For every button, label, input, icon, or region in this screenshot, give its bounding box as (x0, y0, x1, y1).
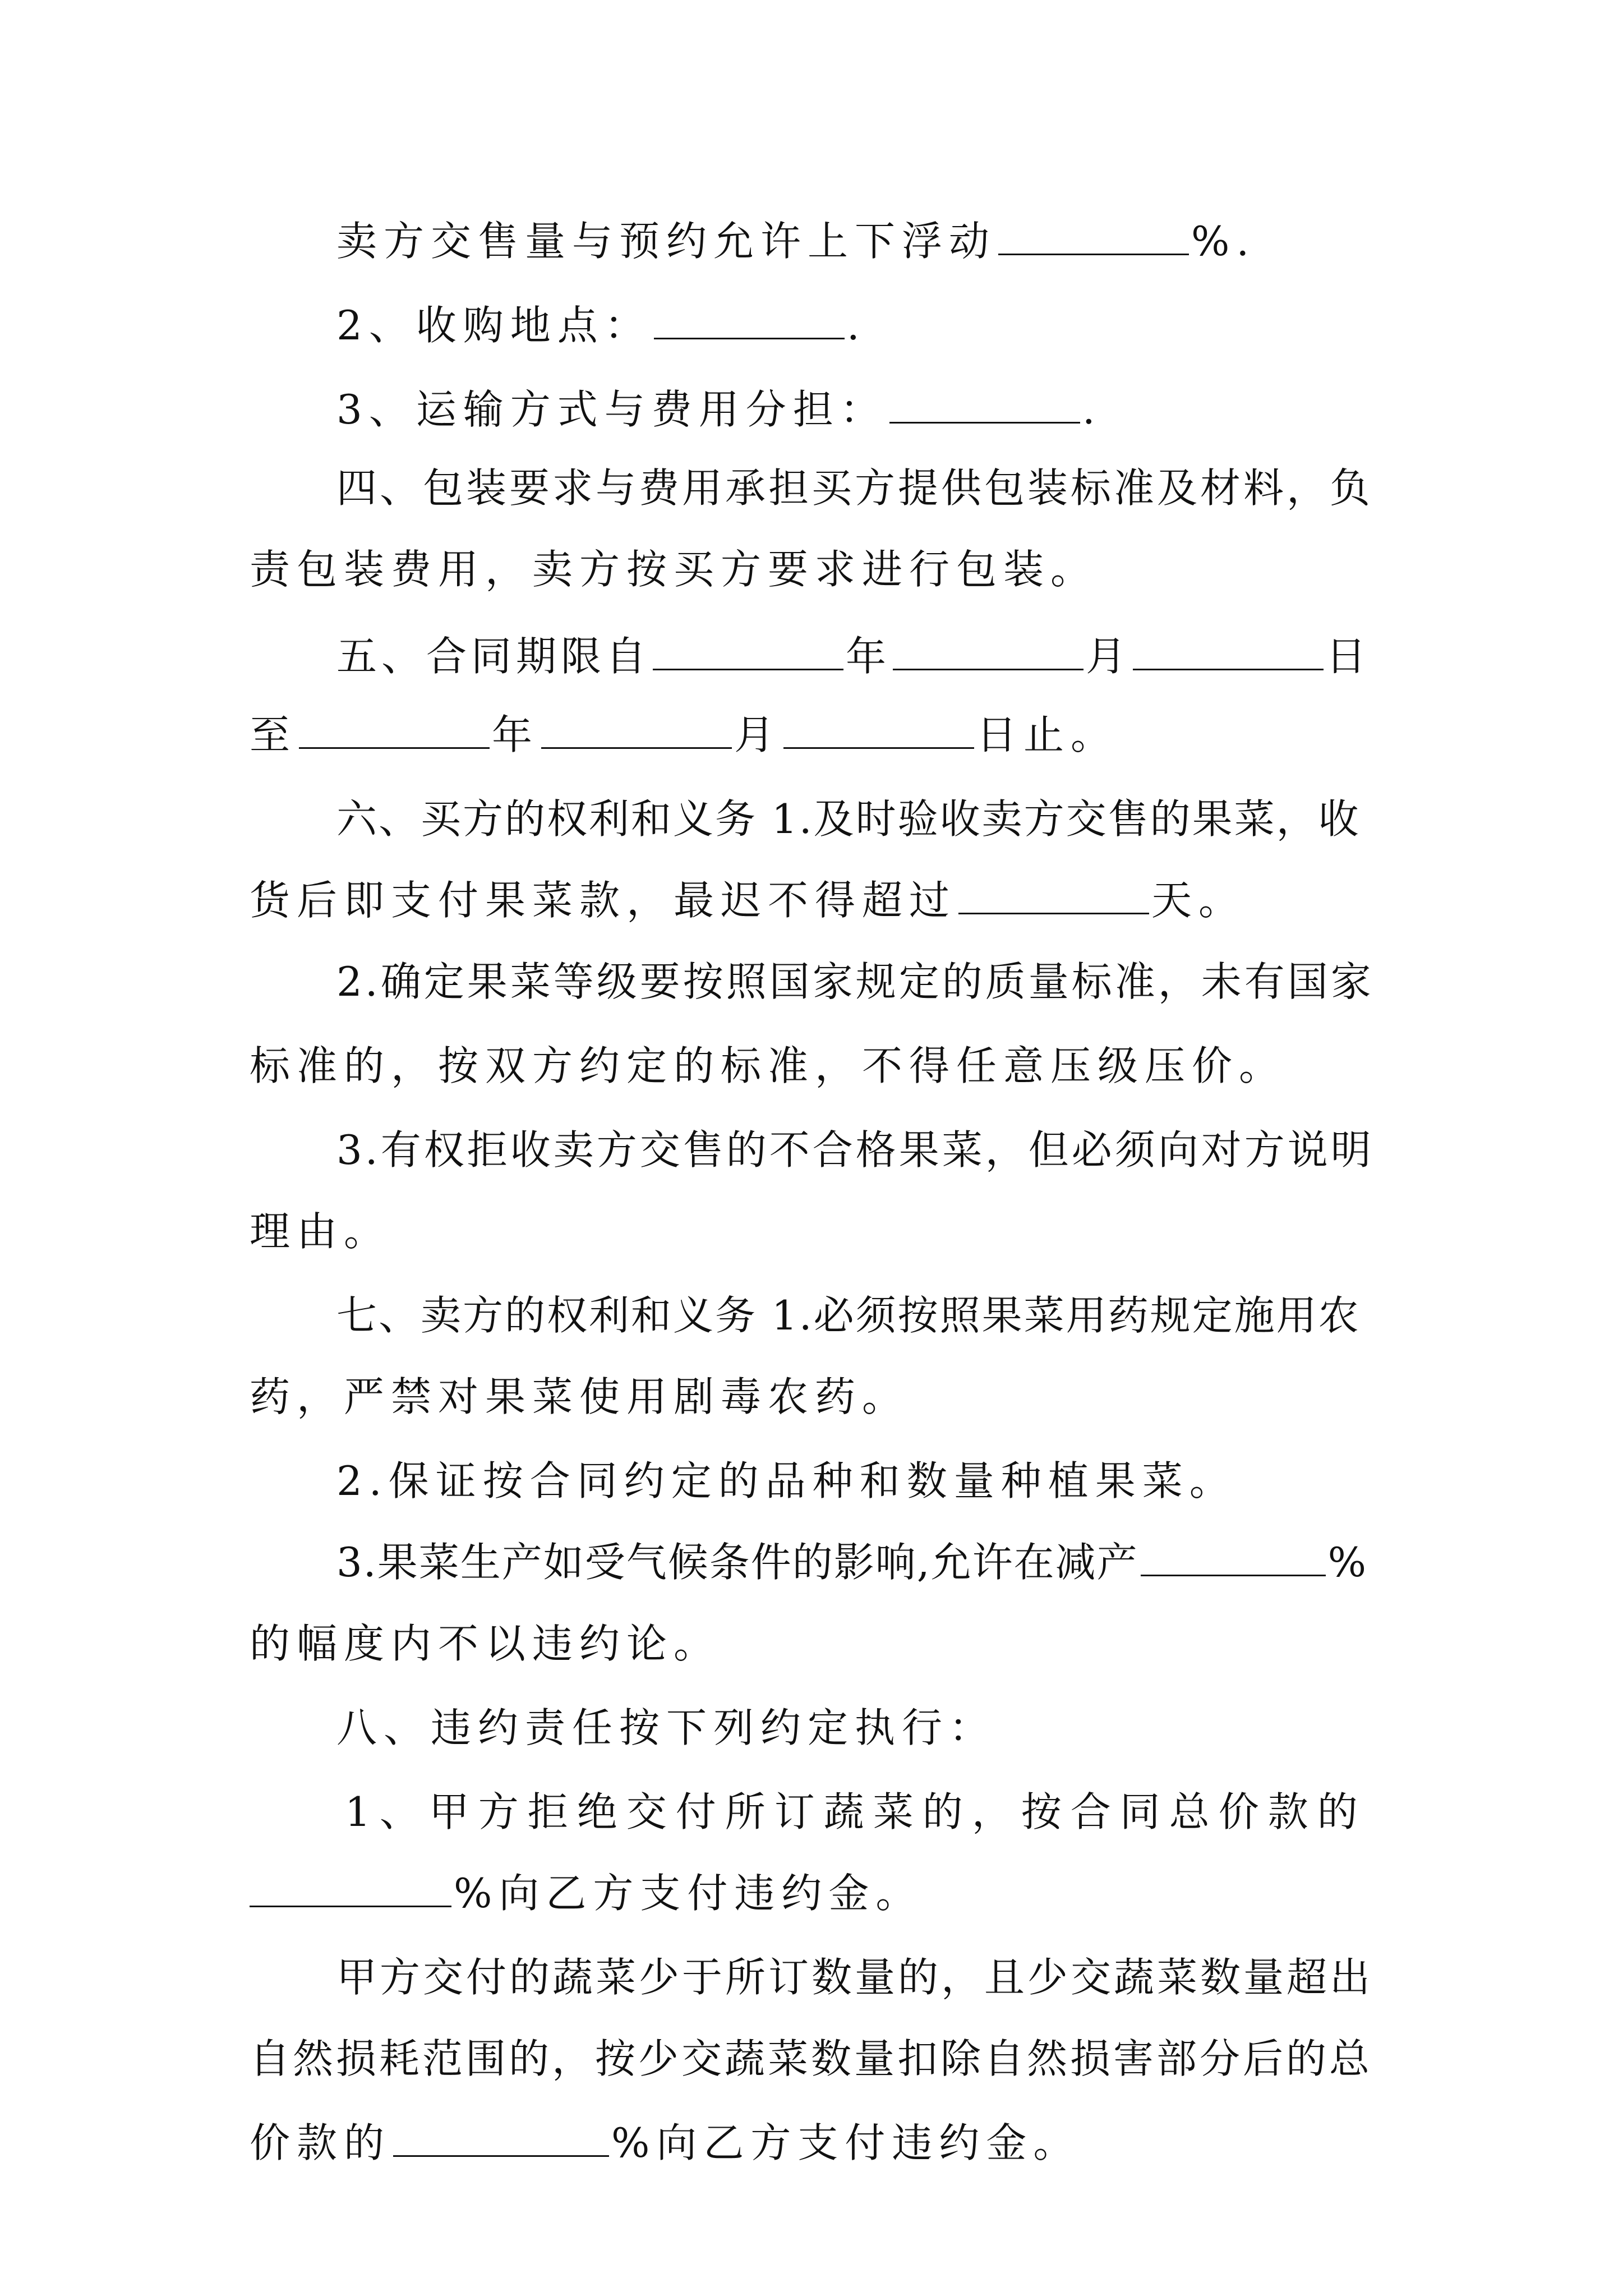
text-segment: 至 (250, 711, 297, 758)
text-line (336, 454, 1373, 522)
text-line (336, 208, 1256, 275)
text-segment: 年 (492, 711, 540, 758)
text-line (336, 1447, 1237, 1515)
text-line (250, 1363, 909, 1430)
text-segment: 七、卖方的权利和义务 1.必须按照果菜用药规定施用农 (336, 1292, 1361, 1339)
text-segment: 天。 (1151, 877, 1246, 924)
text-line (336, 1282, 1361, 1349)
fill-blank (1133, 636, 1324, 670)
text-line (250, 867, 1246, 934)
text-segment: 八、违约责任按下列约定执行： (336, 1704, 997, 1751)
fill-blank (998, 221, 1189, 255)
text-segment: 月 (1086, 633, 1131, 680)
text-line (250, 2025, 1372, 2092)
text-segment: 药，严禁对果菜使用剧毒农药。 (250, 1373, 910, 1420)
text-line (336, 1529, 1367, 1596)
text-line (336, 948, 1374, 1015)
fill-blank (653, 636, 843, 670)
text-line (336, 1116, 1374, 1184)
text-segment: % (1327, 1539, 1368, 1586)
text-segment: 的幅度内不以违约论。 (250, 1620, 721, 1667)
fill-blank (393, 2123, 609, 2157)
text-segment: . (1082, 386, 1102, 433)
text-line (336, 292, 866, 359)
text-line (336, 623, 1371, 690)
text-segment: 1、甲方拒绝交付所订蔬菜的，按合同总价款的 (345, 1788, 1367, 1835)
text-segment: 3.有权拒收卖方交售的不合格果菜，但必须向对方说明 (336, 1126, 1374, 1174)
text-line (250, 1198, 391, 1265)
text-segment: 3.果菜生产如受气候条件的影响,允许在减产 (336, 1539, 1138, 1586)
text-segment: %. (1191, 218, 1256, 265)
text-segment: %向乙方支付违约金。 (611, 2119, 1081, 2166)
text-segment: 六、买方的权利和义务 1.及时验收卖方交售的果菜，收 (336, 795, 1361, 843)
fill-blank (958, 880, 1149, 914)
text-segment: %向乙方支付违约金。 (454, 1870, 923, 1917)
text-segment: 日止。 (976, 711, 1118, 758)
text-line (336, 1694, 996, 1761)
text-segment: 2.确定果菜等级要按照国家规定的质量标准，未有国家 (336, 958, 1374, 1005)
text-line (250, 1610, 721, 1677)
text-segment: . (846, 302, 866, 349)
text-segment: 年 (846, 633, 891, 680)
text-line (336, 785, 1361, 853)
text-segment: 理由。 (250, 1208, 391, 1255)
text-segment: 五、合同期限自 (336, 633, 651, 680)
fill-blank (299, 715, 490, 749)
text-line (250, 536, 1098, 603)
text-segment: 四、包装要求与费用承担买方提供包装标准及材料，负 (336, 464, 1373, 512)
fill-blank (250, 1873, 451, 1907)
text-line (250, 1860, 923, 1927)
text-segment: 标准的，按双方约定的标准，不得任意压级压价。 (250, 1042, 1287, 1089)
text-segment: 责包装费用，卖方按买方要求进行包装。 (250, 546, 1098, 593)
fill-blank (783, 715, 974, 749)
text-segment: 自然损耗范围的，按少交蔬菜数量扣除自然损害部分后的总 (250, 2035, 1373, 2082)
fill-blank (541, 715, 732, 749)
text-segment: 货后即支付果菜款，最迟不得超过 (250, 877, 957, 924)
fill-blank (1141, 1542, 1326, 1576)
text-line (250, 701, 1118, 769)
text-line (336, 1944, 1373, 2011)
text-segment: 3、运输方式与费用分担： (336, 386, 887, 433)
text-segment: 月 (734, 711, 782, 758)
text-line (345, 1778, 1367, 1846)
fill-blank (889, 389, 1080, 424)
text-segment: 卖方交售量与预约允许上下浮动 (336, 218, 997, 265)
text-line (250, 2109, 1080, 2177)
text-line (250, 1032, 1286, 1099)
text-line (336, 376, 1102, 443)
text-segment: 日 (1326, 633, 1371, 680)
fill-blank (654, 305, 845, 339)
fill-blank (893, 636, 1083, 670)
text-segment: 价款的 (250, 2119, 391, 2166)
text-segment: 2.保证按合同约定的品种和数量种植果菜。 (336, 1457, 1237, 1504)
text-segment: 甲方交付的蔬菜少于所订数量的，且少交蔬菜数量超出 (336, 1954, 1373, 2001)
text-segment: 2、收购地点： (336, 302, 652, 349)
